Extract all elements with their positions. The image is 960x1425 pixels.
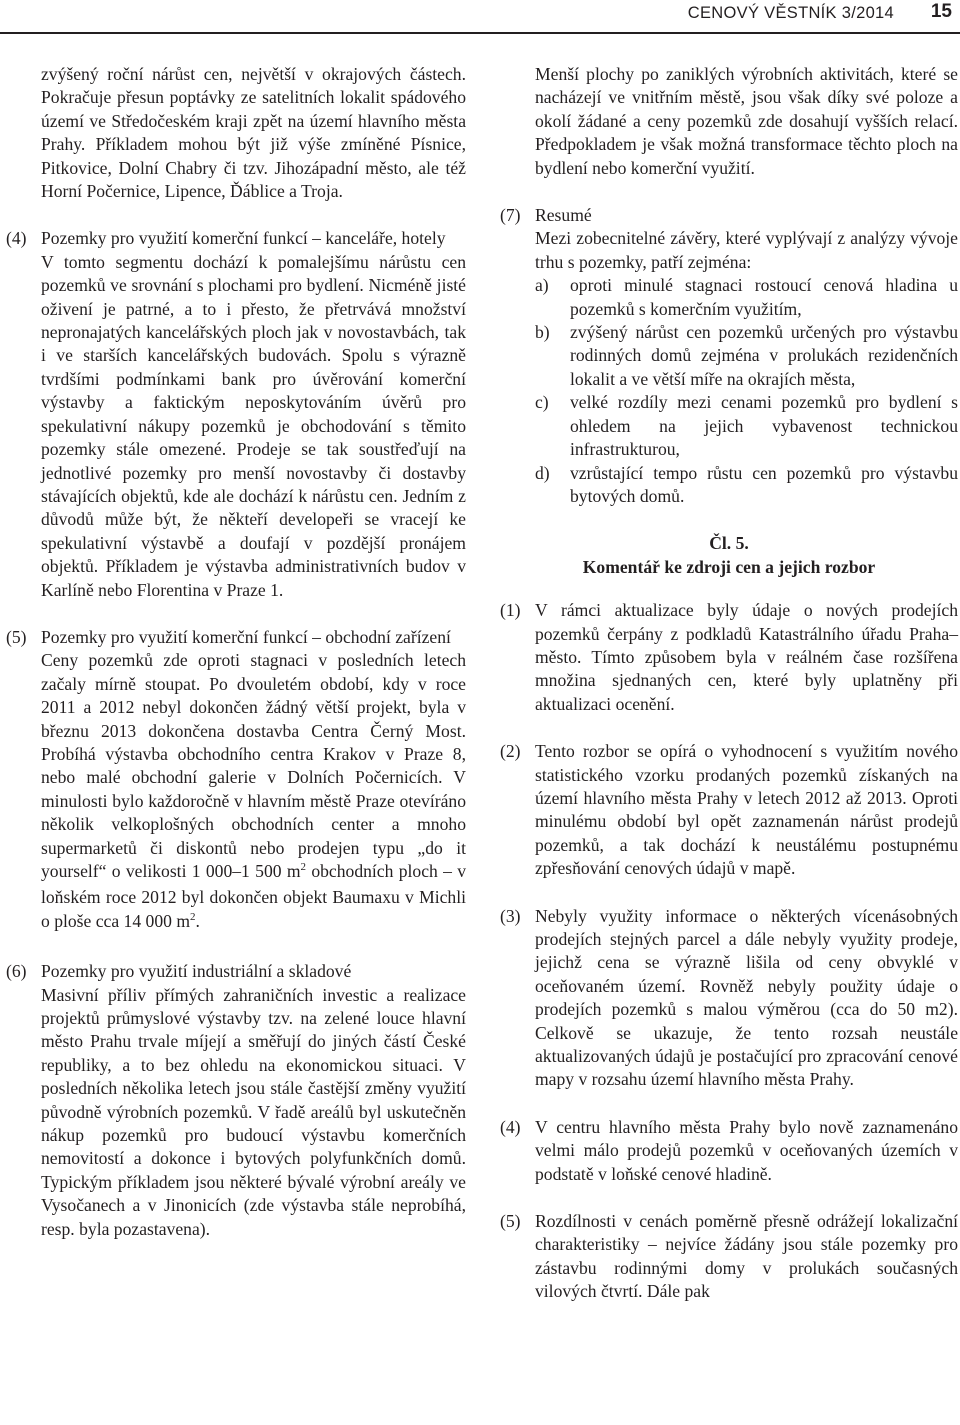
left-column (6, 63, 466, 1241)
item-heading: Resumé (535, 205, 592, 226)
section-item-5 (6, 626, 466, 936)
resume-list (535, 274, 958, 508)
item-body: V rámci aktualizace byly údaje o nových prodejích pozemků čerpány z podkladů Katastrálního úřadu Praha–město. Tímto způsobem byla v reálném čase rozšířena množina sjednaných cen, které byly uplatněny při aktualizaci ocenění. (535, 600, 958, 714)
item-heading: Pozemky pro využití industriální a skladové (41, 961, 352, 982)
article-item-2 (500, 740, 958, 880)
article-item-5 (500, 1210, 958, 1304)
item-body-part: . (195, 910, 200, 931)
item-heading: Pozemky pro využití komerční funkcí – obchodní zařízení (41, 626, 451, 647)
item-body-part: obchodních ploch – v loňském roce 2012 byl dokončen objekt Baumaxu v Michli o ploše cca 14 000 m (41, 861, 467, 931)
item-number: (6) (6, 961, 27, 982)
article-item-3 (500, 905, 958, 1092)
item-body: V centru hlavního města Prahy bylo nově zaznamenáno velmi málo prodejů pozemků v oceňovaných územích v podstatě v loňské cenové hladině. (535, 1116, 958, 1184)
list-text: zvýšený nárůst cen pozemků určených pro výstavbu rodinných domů zejména v prolukách rezidenčních lokalit a ve větší míře na okrajích města, (570, 322, 958, 389)
item-number: (1) (500, 600, 521, 621)
item-number: (3) (500, 905, 521, 926)
item-body: Tento rozbor se opírá o vyhodnocení s využitím nového statistického vzorku prodaných pozemků získaných na území hlavního města Prahy v letech 2012 až 2013. Oproti minulému období byl opět zaznamenán nárůst prodejů pozemků, a tak dochází k neustálému postupnému zpřesňování cenových údajů v mapě. (535, 741, 958, 879)
right-intro-paragraph: Menší plochy po zaniklých výrobních aktivitách, které se nacházejí ve vnitřním městě, jsou však díky své poloze a okolí žádané a ceny pozemků zde dosahují vyšších relací. Předpokladem je však možná transformace těchto ploch na bydlení nebo komerční využití. (535, 64, 958, 178)
item-number: (2) (500, 741, 521, 762)
item-body: Rozdílnosti v cenách poměrně přesně odrážejí lokalizační charakteristiky – nejvíce žádány jsou stále pozemky pro zástavbu rodinnými domy v prolukách současných vilových čtvrtí. Dále pak (535, 1211, 958, 1302)
item-number: (5) (6, 626, 27, 647)
list-item (535, 274, 958, 321)
item-number: (7) (500, 205, 521, 226)
journal-title: CENOVÝ VĚSTNÍK 3/2014 (687, 4, 894, 22)
page-header (0, 0, 960, 34)
section-item-4 (6, 227, 466, 602)
article-item-4 (500, 1116, 958, 1186)
list-label: c) (535, 392, 549, 413)
item-number: (4) (6, 228, 27, 249)
item-number: (5) (500, 1211, 521, 1232)
superscript: 2 (190, 910, 196, 923)
list-item (535, 391, 958, 461)
header-rule (0, 32, 960, 34)
item-body: Nebyly využity informace o některých vícenásobných prodejích stejných parcel a dále nebyly využity prodeje, jejichž cena se výrazně lišila od ceny obvyklé v oceňovaném území. Rovněž nebyly použity údaje o prodejích pozemků s malou výměrou (cca do 50 m2). Celkově se ukazuje, že tento rozsah neustále aktualizovaných údajů je postačující pro zpracování cenové mapy v rozsahu území hlavního města Prahy. (535, 905, 958, 1090)
page-number: 15 (930, 1, 952, 22)
list-text: velké rozdíly mezi cenami pozemků pro bydlení s ohledem na jejich vybavenost technickou infrastrukturou, (570, 392, 958, 460)
item-number: (4) (500, 1116, 521, 1137)
article-title: Komentář ke zdroji cen a jejich rozbor (582, 556, 876, 577)
article-number: Čl. 5. (709, 533, 749, 554)
item-body-part: Ceny pozemků zde oproti stagnaci v posledních letech začaly mírně stoupat. Po dvouletém období, kdy v roce 2011 a 2012 nebyl dokončen žádný větší projekt, byla v březnu 2013 dokončena dostavba Centra Černý Most. Probíhá výstavba obchodního centra Krakov v Praze 8, nebo malé obchodní galerie v Dolních Počernicích. V minulosti bylo každoročně v hlavním městě Praze otevíráno několik velkoplošných obchodních center a mnoho supermarketů či diskontů nebo prodejen typu „do it yourself“ o velikosti 1 000–1 500 m (41, 650, 466, 881)
list-text: oproti minulé stagnaci rostoucí cenová hladina u pozemků s komerčním využitím, (570, 275, 958, 319)
list-label: a) (535, 275, 549, 296)
item-body: V tomto segmentu dochází k pomalejšímu nárůstu cen pozemků ve srovnání s plochami pro bydlení. Nicméně jisté oživení je patrné, a to i přesto, že přetrvává množství nepronajatých kancelářských ploch jak v novostavbách, tak i ve starších kancelářských budovách. Spolu s výrazně tvrdšími podmínkami bank pro úvěrování komerční výstavby a faktickým neposkytováním úvěrů pro spekulativní nákupy pozemků je obchodování s těmito pozemky stále omezené. Prodeje se tak soustřeďují na jednotlivé pozemky pro menší novostavby či dostavby stávajících objektů, kde ale dochází k nárůstu cen. Jedním z důvodů může být, že někteří developeři se vracejí ke spekulativní výstavbě a doufají v pozdější pronájem objektů. Příkladem je výstavba administrativních budov v Karlíně nebo Florentina v Praze 1. (41, 251, 466, 600)
list-item (535, 462, 958, 509)
item-body (41, 649, 466, 936)
article-item-1 (500, 599, 958, 716)
right-column (500, 63, 958, 1304)
left-intro-paragraph: zvýšený roční nárůst cen, největší v okrajových částech. Pokračuje přesun poptávky ze satelitních lokalit spádového území ve Středočeském kraji zpět na území hlavního města Prahy. Příkladem mohou být již výše zmíněné Písnice, Pitkovice, Dolní Chabry či tzv. Jihozápadní město, ale též Horní Počernice, Lipence, Ďáblice a Troja. (41, 64, 466, 202)
list-label: d) (535, 462, 550, 483)
superscript: 2 (300, 861, 307, 873)
list-item (535, 321, 958, 391)
section-item-6 (6, 960, 466, 1241)
item-body: Mezi zobecnitelné závěry, které vyplývají z analýzy vývoje trhu s pozemky, patří zejména: (535, 228, 958, 272)
list-text: vzrůstající tempo růstu cen pozemků pro výstavbu bytových domů. (570, 462, 958, 506)
list-label: b) (535, 322, 550, 343)
section-item-7 (500, 204, 958, 508)
item-body: Masivní příliv přímých zahraničních investic a realizace projektů průmyslové výstavby tzv. na zelené louce hlavní město Prahu trvale míjejí a směřují do jiných částí České republiky, a to bez ohledu na ekonomickou situaci. V posledních několika letech jsou stále častější změny využití původně výrobních pozemků. V řadě areálů byl uskutečněn nákup pozemků pro budoucí výstavbu komerčních nemovitostí a dokonce i bytových polyfunkčních domů. Typickým příkladem jsou některé bývalé výrobní areály ve Vysočanech a v Jinonicích (zde výstavba stále neprobíhá, resp. byla pozastavena). (41, 984, 466, 1239)
item-heading: Pozemky pro využití komerční funkcí – kanceláře, hotely (41, 228, 446, 249)
